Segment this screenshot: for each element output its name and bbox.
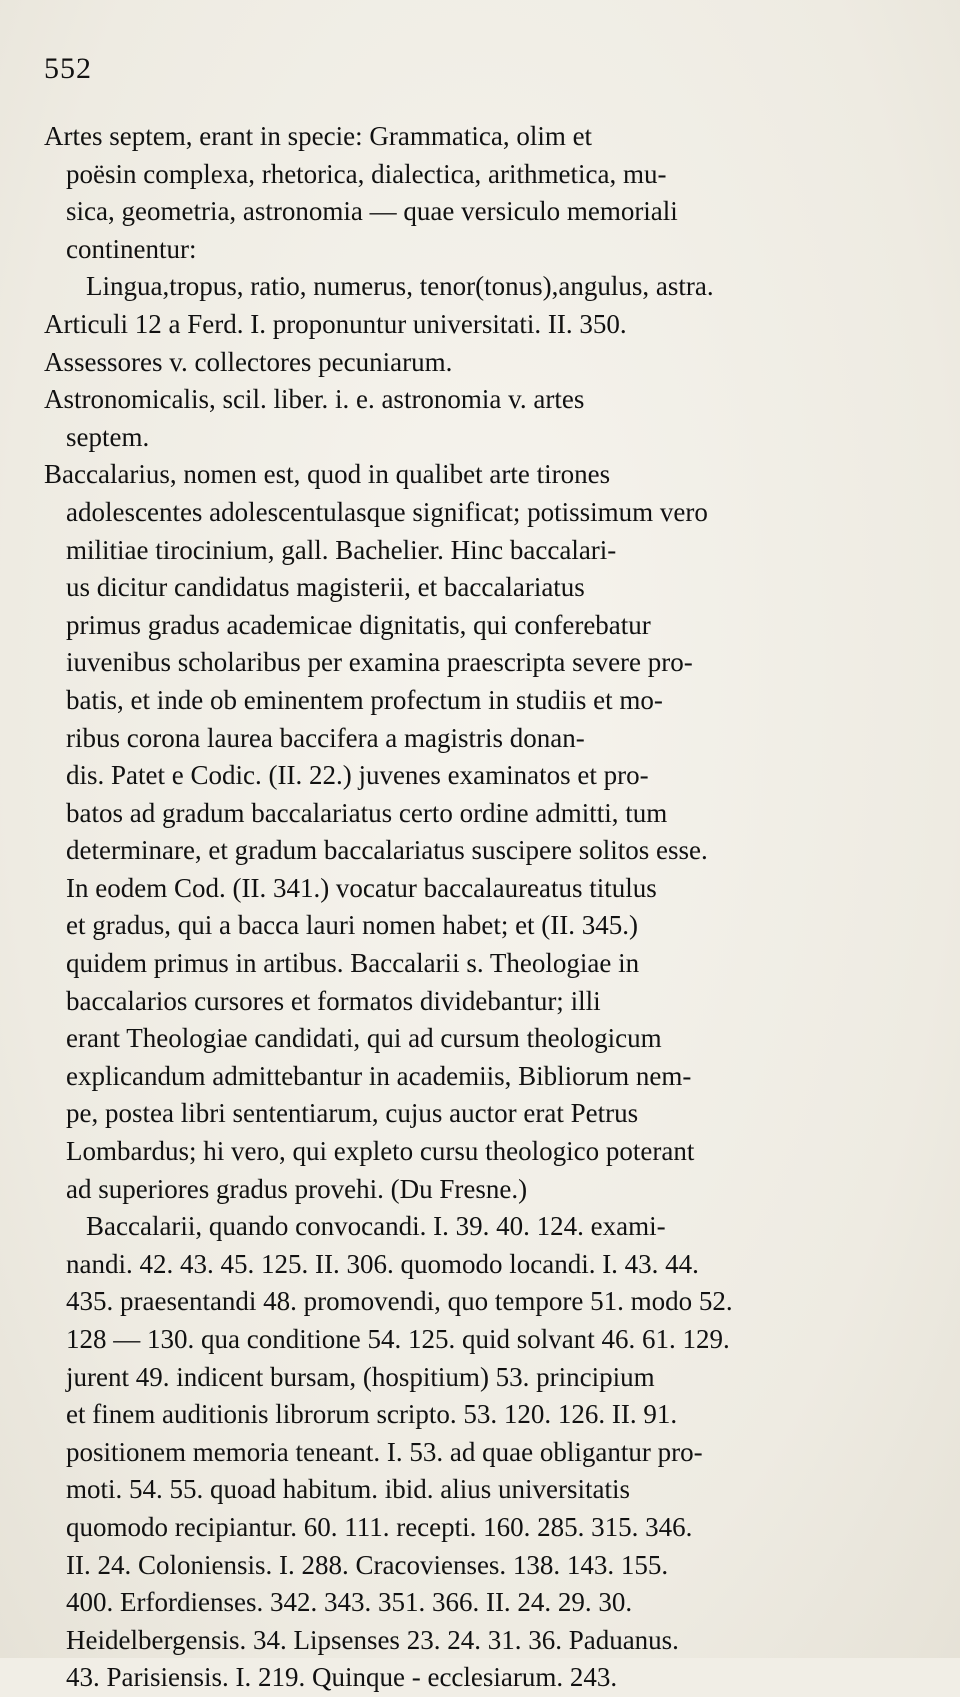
text-line: Articuli 12 a Ferd. I. proponuntur universitati. II. 350.: [44, 308, 627, 339]
text-line: explicandum admittebantur in academiis, Bibliorum nem-: [66, 1060, 692, 1091]
text-body: [44, 118, 906, 1697]
text-line: septem.: [66, 421, 150, 452]
text-line: ribus corona laurea baccifera a magistris donan-: [66, 722, 585, 753]
text-line: sica, geometria, astronomia — quae versiculo memoriali: [66, 196, 678, 227]
text-line: 400. Erfordienses. 342. 343. 351. 366. II. 24. 29. 30.: [66, 1587, 633, 1618]
text-line: ad superiores gradus provehi. (Du Fresne.): [66, 1173, 528, 1204]
text-line: nandi. 42. 43. 45. 125. II. 306. quomodo locandi. I. 43. 44.: [66, 1248, 699, 1279]
text-line: Astronomicalis, scil. liber. i. e. astronomia v. artes: [44, 384, 585, 415]
text-line: us dicitur candidatus magisterii, et baccalariatus: [66, 572, 585, 603]
text-line: In eodem Cod. (II. 341.) vocatur baccalaureatus titulus: [66, 872, 657, 903]
text-line: Baccalarius, nomen est, quod in qualibet arte tirones: [44, 459, 611, 490]
text-line: II. 24. Coloniensis. I. 288. Cracovienses. 138. 143. 155.: [66, 1549, 669, 1580]
text-line: continentur:: [66, 233, 197, 264]
text-line: Assessores v. collectores pecuniarum.: [44, 346, 453, 377]
text-line: Artes septem, erant in specie: Grammatica, olim et: [44, 121, 593, 151]
text-line: Lingua,tropus, ratio, numerus, tenor(tonus),angulus, astra.: [86, 271, 714, 302]
text-line: batis, et inde ob eminentem profectum in studiis et mo-: [66, 684, 663, 715]
text-line: iuvenibus scholaribus per examina praescripta severe pro-: [66, 647, 693, 678]
text-line: determinare, et gradum baccalariatus suscipere solitos esse.: [66, 835, 708, 866]
text-line: poësin complexa, rhetorica, dialectica, arithmetica, mu-: [66, 158, 667, 189]
text-line: Heidelbergensis. 34. Lipsenses 23. 24. 31. 36. Paduanus.: [66, 1624, 679, 1655]
text-line: et gradus, qui a bacca lauri nomen habet; et (II. 345.): [66, 910, 639, 941]
text-line: Baccalarii, quando convocandi. I. 39. 40. 124. exami-: [86, 1211, 666, 1242]
text-line: baccalarios cursores et formatos dividebantur; illi: [66, 985, 601, 1016]
text-line: pe, postea libri sententiarum, cujus auctor erat Petrus: [66, 1098, 639, 1129]
text-line: 435. praesentandi 48. promovendi, quo tempore 51. modo 52.: [66, 1286, 733, 1317]
text-line: dis. Patet e Codic. (II. 22.) juvenes examinatos et pro-: [66, 760, 649, 791]
text-line: Lombardus; hi vero, qui expleto cursu theologico poterant: [66, 1136, 695, 1167]
text-line: 128 — 130. qua conditione 54. 125. quid solvant 46. 61. 129.: [66, 1324, 730, 1354]
text-line: primus gradus academicae dignitatis, qui conferebatur: [66, 609, 651, 640]
page-number: 552: [44, 52, 92, 85]
text-line: militiae tirocinium, gall. Bachelier. Hinc baccalari-: [66, 534, 617, 565]
text-line: adolescentes adolescentulasque significat; potissimum vero: [66, 496, 708, 527]
text-line: erant Theologiae candidati, qui ad cursum theologicum: [66, 1023, 662, 1054]
text-line: moti. 54. 55. quoad habitum. ibid. alius universitatis: [66, 1474, 630, 1505]
text-line: 43. Parisiensis. I. 219. Quinque - ecclesiarum. 243.: [66, 1662, 618, 1693]
text-line: jurent 49. indicent bursam, (hospitium) 53. principium: [66, 1361, 655, 1392]
text-line: quidem primus in artibus. Baccalarii s. Theologiae in: [66, 948, 640, 979]
text-line: quomodo recipiantur. 60. 111. recepti. 160. 285. 315. 346.: [66, 1511, 693, 1542]
text-line: et finem auditionis librorum scripto. 53. 120. 126. II. 91.: [66, 1399, 678, 1430]
text-line: positionem memoria teneant. I. 53. ad quae obligantur pro-: [66, 1436, 703, 1467]
text-line: batos ad gradum baccalariatus certo ordine admitti, tum: [66, 797, 668, 828]
